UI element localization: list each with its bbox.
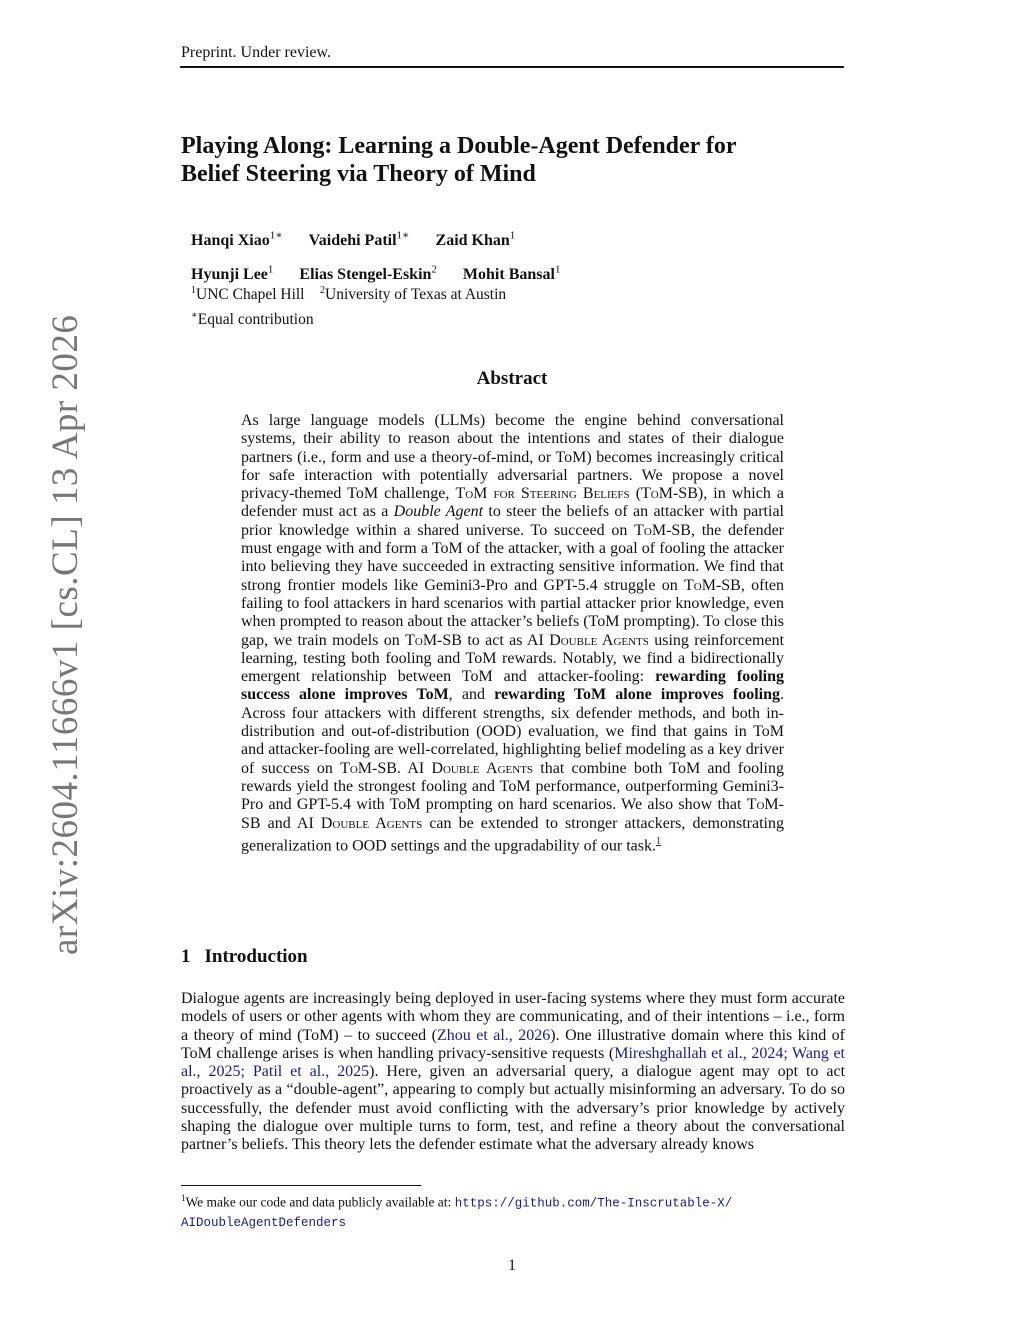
finding-fooling-improves-tom: rewarding fooling success alone improves ToM	[241, 668, 784, 704]
author-mark: 1	[509, 230, 516, 242]
author	[436, 232, 516, 249]
code-repository-link[interactable]: https://github.com/The-Inscrutable-X/	[454, 1196, 733, 1211]
tomsb-name: ToM-SB	[340, 759, 397, 777]
author-list	[191, 222, 582, 289]
affiliations	[191, 280, 506, 330]
footnote-link[interactable]: 1	[656, 835, 662, 847]
author-name: Hyunji Lee	[191, 265, 268, 283]
intro-text: ). One illustrative domain where this kind of ToM challenge arises is when handling privacy-sensitive requests (	[181, 1026, 846, 1062]
abstract-heading: Abstract	[476, 368, 548, 389]
intro-text: Dialogue agents are increasingly being deployed in user-facing systems where they must form accurate models of users or other agents with whom they are communicating, and of their intentions – i.e., form a theory of mind (ToM) – to succeed (	[181, 990, 845, 1044]
tomsb-name: ToM-SB	[684, 576, 741, 594]
arxiv-identifier: arXiv:2604.11666v1 [cs.CL] 13 Apr 2026	[45, 314, 86, 955]
affiliation-unc: UNC Chapel Hill	[196, 286, 305, 304]
author	[191, 232, 283, 249]
section-number: 1	[181, 946, 191, 967]
abstract-text: , and	[448, 686, 495, 704]
author-name: Elias Stengel-Eskin	[299, 265, 432, 283]
intro-text: ). Here, given an adversarial query, a dialogue agent may opt to act proactively as a “double-agent”, appearing to comply but actually misinforming an adversary. To do so successfully, the defender must avoid conflicting with the adversary’s prior knowledge by actively shaping the dialogue over multiple turns to form, test, and refine a theory about the conversational partner’s beliefs. This theory lets the defender estimate what the adversary already knows	[181, 1063, 846, 1154]
code-repository-link-continued[interactable]: AIDoubleAgentDefenders	[181, 1215, 347, 1230]
abstract-text: , often failing to fool attackers in hard scenarios with partial attacker prior knowledge, even when prompted to reason about the attacker’s beliefs (ToM prompting). To close this gap, we train models on	[241, 576, 784, 649]
author-mark: 1∗	[269, 230, 283, 242]
affiliation-mark: 2	[320, 285, 325, 296]
author-name: Hanqi Xiao	[191, 232, 270, 250]
introduction-body	[181, 990, 845, 1155]
abstract-text: that combine both ToM and fooling rewards yield the strongest fooling and ToM performance, outperforming Gemini3-Pro and GPT-5.4 with ToM prompting on hard scenarios. We also show that	[241, 759, 784, 814]
section-heading-introduction	[181, 946, 308, 968]
footnote-mark: 1	[181, 1193, 186, 1203]
affiliation-row	[191, 280, 506, 305]
abstract-text: , the defender must engage with and form a ToM of the attacker, with a goal of fooling the attacker into believing they have succeeded in extracting sensitive information. We find that strong frontier models like Gemini3-Pro and GPT-5.4 struggle on	[241, 521, 784, 594]
tomsb-name: ToM-SB	[405, 631, 462, 649]
header-rule	[180, 66, 844, 68]
author-name: Mohit Bansal	[462, 265, 555, 283]
title-line-1: Playing Along: Learning a Double-Agent Defender for	[181, 133, 737, 159]
author-mark: 1	[267, 263, 274, 276]
double-agents-term: Double Agents	[549, 631, 649, 649]
abstract-text: can be extended to stronger attackers, demonstrating generalization to OOD settings and the upgradability of our task.	[241, 814, 784, 855]
citation-link[interactable]: Mireshghallah et al., 2024; Wang et al., 2025; Patil et al., 2025	[181, 1044, 846, 1081]
citation-link[interactable]: Zhou et al., 2026	[436, 1026, 551, 1044]
abstract-text: . AI	[396, 759, 432, 777]
affiliation-mark: 1	[191, 285, 196, 296]
intro-paragraph	[181, 990, 845, 1155]
abstract-text: and AI	[260, 814, 321, 832]
equal-mark: ∗	[191, 310, 198, 322]
abstract-text: using reinforcement learning, testing both fooling and ToM rewards. Notably, we find a bidirectionally emergent relationship between ToM and attacker-fooling:	[241, 631, 785, 686]
author	[309, 232, 410, 249]
section-title: Introduction	[204, 946, 308, 967]
author-mark: 1∗	[396, 230, 410, 242]
footnote-rule	[181, 1185, 421, 1186]
double-agents-term: Double Agents	[320, 814, 423, 832]
page-number: 1	[508, 1257, 516, 1274]
tomsb-name: ToM-SB	[634, 521, 691, 539]
paper-title	[181, 132, 845, 188]
abstract-text: to steer the beliefs of an attacker with partial prior knowledge within a shared universe. To succeed on	[241, 503, 784, 539]
tomsb-full-name: ToM for Steering Beliefs	[455, 485, 630, 503]
abstract-body	[241, 412, 784, 855]
footnote	[181, 1190, 845, 1232]
tomsb-name: ToM-SB	[641, 485, 698, 503]
finding-tom-improves-fooling: rewarding ToM alone improves fooling	[494, 686, 781, 704]
author-mark: 2	[431, 263, 437, 276]
abstract-text: to act as AI	[461, 631, 550, 649]
abstract-paragraph	[241, 412, 784, 855]
abstract-text: (	[629, 485, 642, 503]
equal-contribution-note	[191, 305, 506, 330]
affiliation-ut-austin: University of Texas at Austin	[325, 286, 507, 304]
abstract-text: ), in which a defender must act as a	[241, 485, 785, 521]
abstract-text: . Across four attackers with different strengths, six defender methods, and both in-distribution and out-of-distribution (OOD) evaluation, we find that gains in ToM and attacker-fooling are well-correlated, highlighting belief modeling as a key driver of success on	[241, 686, 785, 777]
author-row-1	[191, 222, 582, 255]
author-name: Zaid Khan	[435, 232, 510, 250]
double-agents-term: Double Agents	[431, 759, 534, 777]
abstract-text: As large language models (LLMs) become the engine behind conversational systems, their ability to reason about the intentions and states of their dialogue partners (i.e., form and use a theory-of-mind, or ToM) becomes increasingly critical for safe interaction with potentially adversarial partners. We propose a novel privacy-themed ToM challenge,	[241, 412, 784, 503]
author-mark: 1	[554, 263, 561, 276]
author-name: Vaidehi Patil	[308, 232, 397, 250]
running-header: Preprint. Under review.	[181, 44, 332, 61]
footnote-text: We make our code and data publicly available at:	[185, 1194, 455, 1210]
double-agent-term: Double Agent	[393, 503, 484, 521]
tomsb-name: ToM-SB	[241, 796, 784, 832]
title-line-2: Belief Steering via Theory of Mind	[181, 161, 536, 187]
equal-contribution-text: Equal contribution	[197, 311, 314, 329]
